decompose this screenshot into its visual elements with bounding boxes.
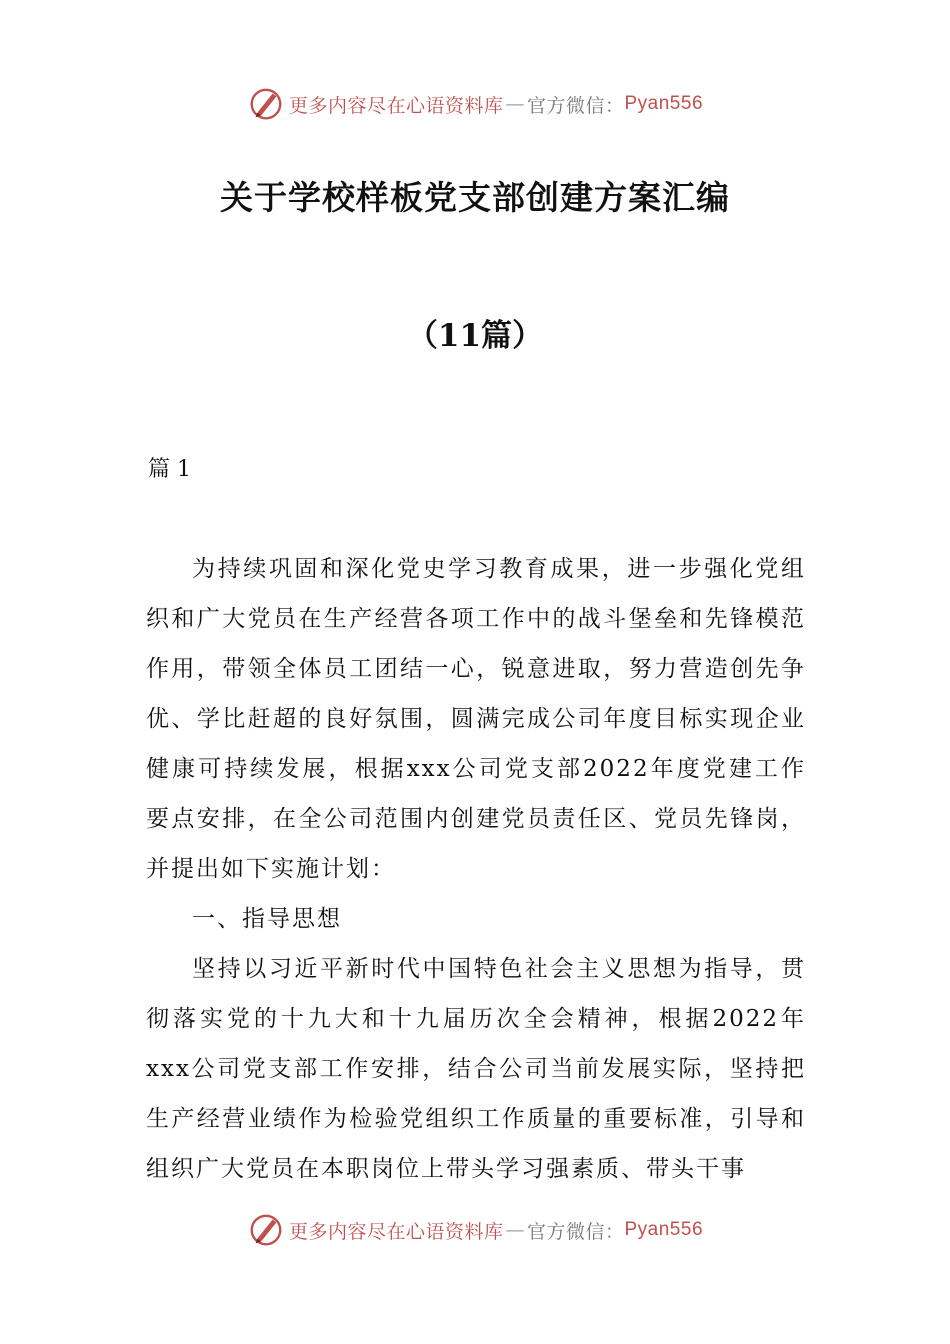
watermark-text: 更多内容尽在心语资料库 [288,94,504,117]
wechat-id: Pyan556 [624,1219,704,1240]
pen-logo-icon [247,1211,285,1249]
document-body [146,544,806,1194]
wechat-id: Pyan556 [624,93,704,114]
section-label: 篇 1 [148,457,191,482]
wechat-label: 官方微信： [526,1220,625,1243]
document-title: 关于学校样板党支部创建方案汇编 [220,178,730,217]
pen-logo-icon [247,85,285,123]
heading-guiding-ideology: 一、指导思想 [192,906,342,932]
wechat-label: 官方微信： [526,94,625,117]
watermark-text: 更多内容尽在心语资料库 [288,1220,504,1243]
paragraph-intro: 为持续巩固和深化党史学习教育成果，进一步强化党组织和广大党员在生产经营各项工作中的战斗堡垒和先锋模范作用，带领全体员工团结一心，锐意进取，努力营造创先争优、学比赶超的良好氛围，圆满完成公司年度目标实现企业健康可持续发展，根据xxx公司党支部2022年度党建工作要点安排，在全公司范围内创建党员责任区、党员先锋岗，并提出如下实施计划： [146,556,806,882]
paragraph-guiding-ideology: 坚持以习近平新时代中国特色社会主义思想为指导，贯彻落实党的十九大和十九届历次全会精神，根据2022年xxx公司党支部工作安排，结合公司当前发展实际，坚持把生产经营业绩作为检验党组织工作质量的重要标准，引导和组织广大党员在本职岗位上带头学习强素质、带头干事 [146,956,806,1182]
watermark-separator: — [505,93,525,115]
watermark-separator: — [505,1219,525,1241]
document-subtitle: （11篇） [406,318,544,354]
header-watermark [0,84,950,124]
footer-watermark [0,1210,950,1250]
